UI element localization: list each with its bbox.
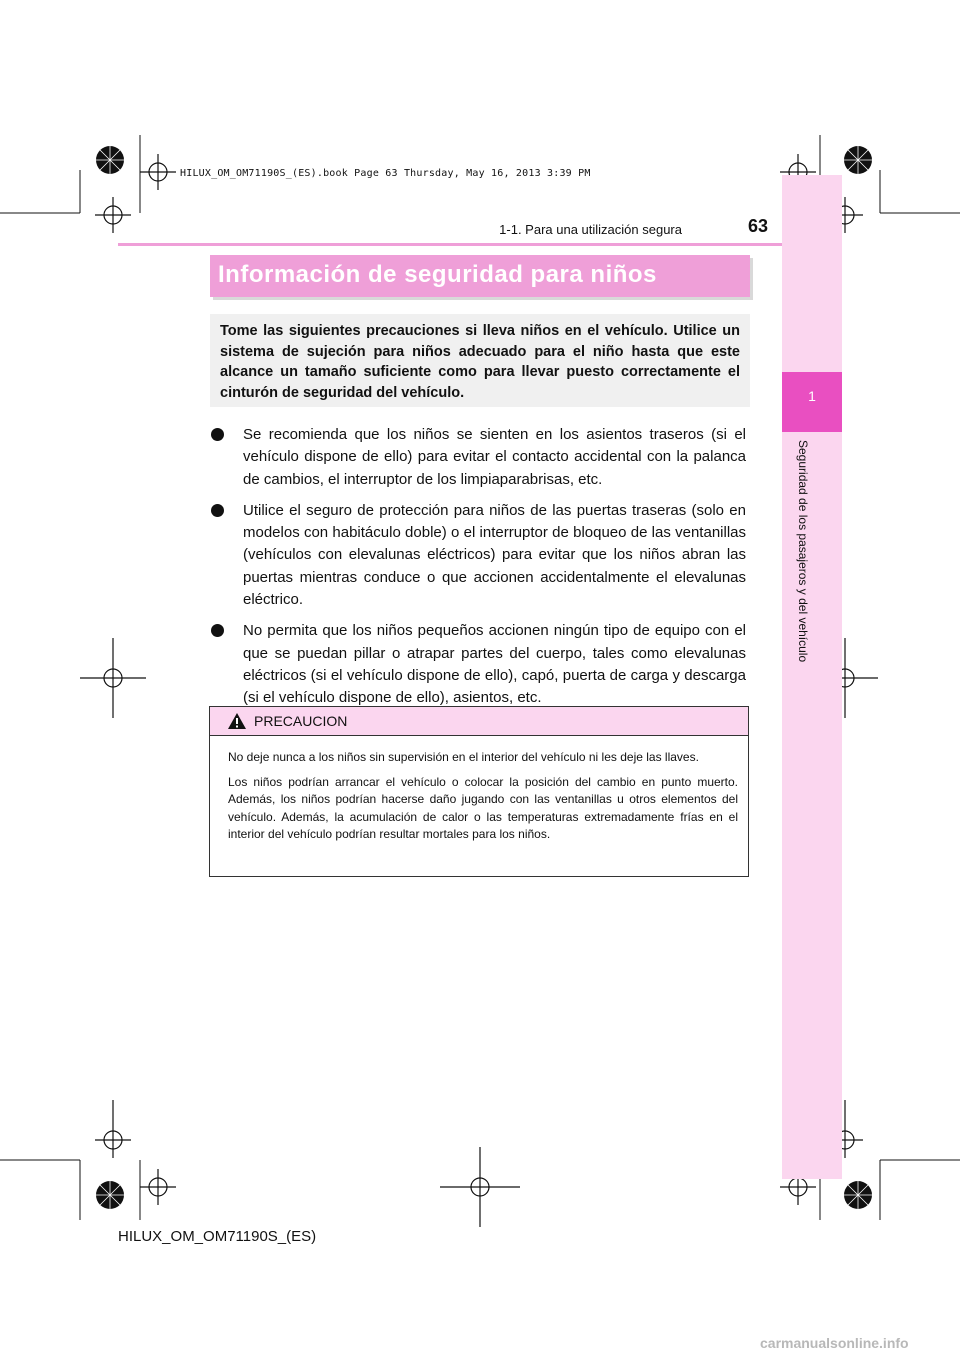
page-number: 63	[748, 216, 769, 236]
footer-doc-code: HILUX_OM_OM71190S_(ES)	[118, 1228, 317, 1245]
chapter-title-vertical	[796, 440, 810, 680]
caution-body	[228, 749, 738, 851]
book-file-stamp: HILUX_OM_OM71190S_(ES).book Page 63 Thursday, May 16, 2013 3:39 PM	[180, 168, 591, 179]
main-heading-bar	[210, 255, 750, 297]
intro-text: Tome las siguientes precauciones si lleva niños en el vehículo. Utilice un sistema de sujeción para niños adecuado para el niño hasta que este alcance un tamaño suficiente como para llevar puesto correctamente el cinturón de seguridad del vehículo.	[220, 323, 740, 401]
bullet-dot-icon	[211, 624, 224, 637]
list-item	[210, 500, 746, 611]
bullet-dot-icon	[211, 428, 224, 441]
caution-paragraph: No deje nunca a los niños sin supervisión en el interior del vehículo ni les deje las llaves.	[228, 750, 699, 764]
chapter-side-tab	[782, 175, 842, 1179]
header-rule	[118, 243, 782, 246]
chapter-title: Seguridad de los pasajeros y del vehículo	[796, 440, 810, 663]
bullet-list	[210, 424, 746, 719]
bullet-text: No permita que los niños pequeños accionen ningún tipo de equipo con el que se puedan pillar o atrapar partes del cuerpo, tales como elevalunas eléctricos (si el vehículo dispone de ello), capó, puerta de carga y descarga (si el vehículo dispone de ello), asientos, etc.	[243, 622, 746, 707]
list-item	[210, 620, 746, 709]
bullet-dot-icon	[211, 504, 224, 517]
bullet-text: Se recomienda que los niños se sienten en los asientos traseros (si el vehículo dispone de ello) para evitar el contacto accidental con la palanca de cambios, el interruptor de los limpiaparabrisas, etc.	[243, 426, 746, 488]
warning-triangle-icon	[227, 712, 247, 730]
caution-box	[209, 706, 749, 877]
section-title: 1-1. Para una utilización segura	[499, 222, 682, 237]
intro-box	[210, 314, 750, 407]
watermark: carmanualsonline.info	[760, 1335, 909, 1351]
bullet-text: Utilice el seguro de protección para niños de las puertas traseras (solo en modelos con habitáculo doble) o el interruptor de bloqueo de las ventanillas (vehículos con elevalunas eléctricos) para evitar que los niños abran las puertas mientras conduce o que accionen accidentalmente el elevalunas eléctrico.	[243, 501, 746, 609]
main-heading: Información de seguridad para niños	[218, 261, 657, 288]
caution-title: PRECAUCION	[254, 713, 348, 729]
chapter-number: 1	[808, 388, 816, 404]
caution-paragraph: Los niños podrían arrancar el vehículo o colocar la posición del cambio en punto muerto. Además, los niños podrían hacerse daño jugando con las ventanillas u otros elementos del vehículo. Además, la acumulación de calor o las temperaturas extremadamente frías en el interior del vehículo podrían resultar mortales para los niños.	[228, 774, 738, 841]
list-item	[210, 424, 746, 491]
caution-header	[210, 707, 748, 736]
